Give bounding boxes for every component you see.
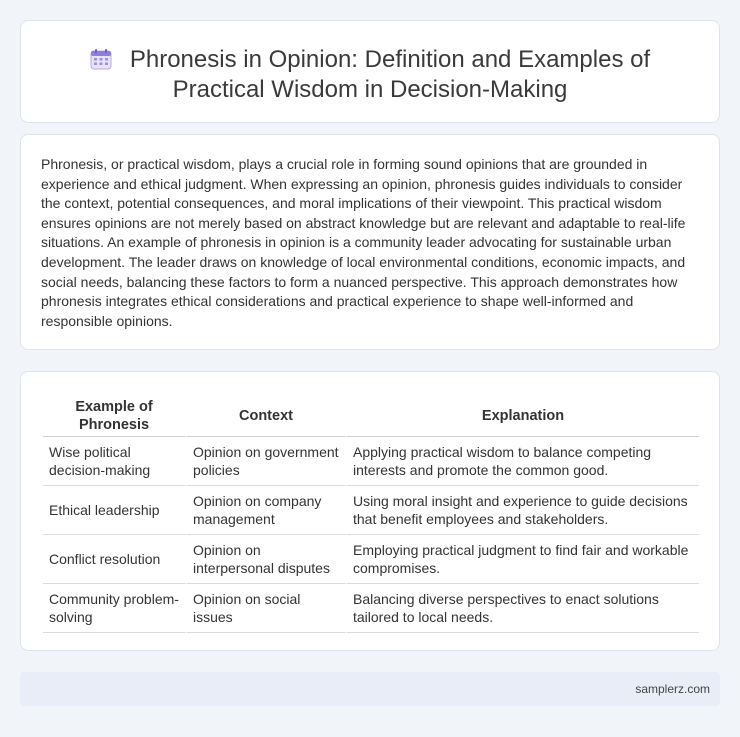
title-line-2: Practical Wisdom in Decision-Making (172, 76, 568, 103)
cell-context: Opinion on social issues (187, 584, 347, 633)
cell-example: Conflict resolution (43, 535, 187, 584)
header-context: Context (187, 394, 347, 437)
cell-example: Community problem-solving (43, 584, 187, 633)
cell-explanation: Employing practical judgment to find fair and workable compromises. (347, 535, 699, 584)
cell-explanation: Balancing diverse perspectives to enact solutions tailored to local needs. (347, 584, 699, 633)
table-header-row (43, 394, 699, 437)
intro-card (20, 134, 720, 350)
page-title (21, 45, 719, 105)
source-link[interactable]: samplerz.com (635, 682, 710, 696)
table-card (20, 371, 720, 651)
footer-bar (20, 672, 720, 706)
table-row (43, 437, 699, 486)
calendar-icon (90, 48, 112, 70)
header-explanation: Explanation (347, 394, 699, 437)
cell-explanation: Applying practical wisdom to balance competing interests and promote the common good. (347, 437, 699, 486)
table-row (43, 584, 699, 633)
table-row (43, 535, 699, 584)
cell-context: Opinion on interpersonal disputes (187, 535, 347, 584)
cell-example: Ethical leadership (43, 486, 187, 535)
examples-table (43, 394, 699, 633)
cell-context: Opinion on government policies (187, 437, 347, 486)
cell-explanation: Using moral insight and experience to guide decisions that benefit employees and stakeholders. (347, 486, 699, 535)
table-row (43, 486, 699, 535)
header-card (20, 20, 720, 123)
title-line-1: Phronesis in Opinion: Definition and Examples of (129, 46, 651, 73)
header-example: Example of Phronesis (43, 394, 187, 437)
cell-example: Wise political decision-making (43, 437, 187, 486)
intro-paragraph: Phronesis, or practical wisdom, plays a crucial role in forming sound opinions that are grounded in experience and ethical judgment. When expressing an opinion, phronesis guides individuals to consider the context, potential consequences, and moral implications of their viewpoint. This practical wisdom ensures opinions are not merely based on abstract knowledge but are relevant and adaptable to real-life situations. An example of phronesis in opinion is a community leader advocating for sustainable urban development. The leader draws on knowledge of local environmental conditions, economic impacts, and social needs, balancing these factors to form a nuanced perspective. This approach demonstrates how phronesis integrates ethical considerations and practical experience to shape well-informed and responsible opinions. (41, 156, 686, 329)
cell-context: Opinion on company management (187, 486, 347, 535)
